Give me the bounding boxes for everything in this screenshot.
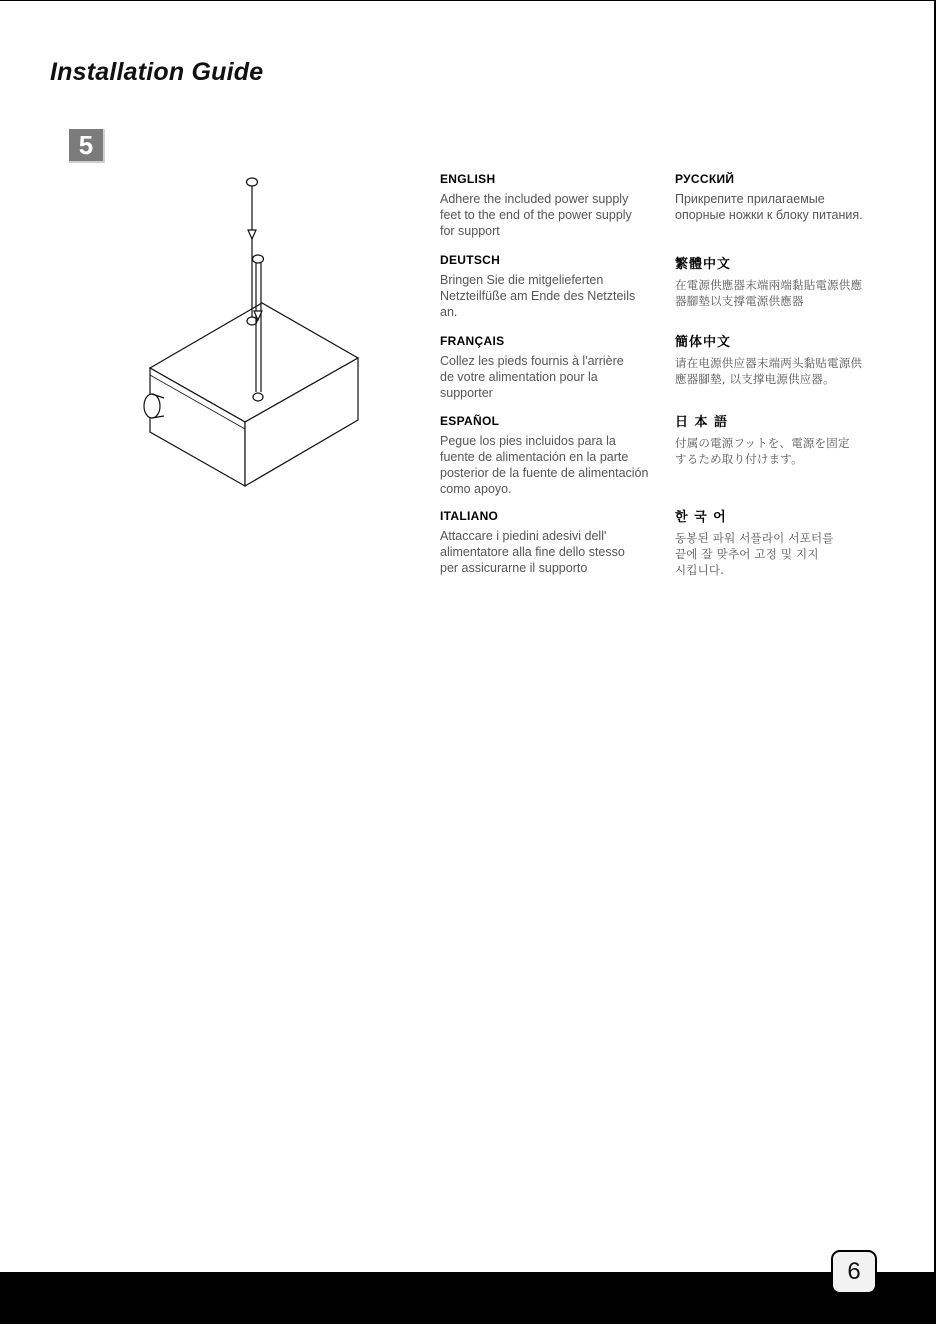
lang-section-espanol	[440, 414, 670, 497]
lang-text: Прикрепите прилагаемые опорные ножки к блоку питания.	[675, 192, 863, 222]
lang-text: 付属の電源フットを、電源を固定 するため取り付けます。	[675, 436, 850, 466]
page-title: Installation Guide	[50, 58, 264, 86]
lang-text: Bringen Sie die mitgelieferten Netzteilfüße am Ende des Netzteils an.	[440, 273, 636, 319]
lang-heading: 한 국 어	[675, 510, 727, 525]
lang-heading: DEUTSCH	[440, 253, 501, 267]
page-number: 6	[831, 1250, 877, 1294]
lang-text: 동봉된 파워 서플라이 서포터를 끝에 잘 맞추어 고정 및 지지 시킵니다.	[675, 531, 834, 577]
arrow-down-icon-1	[248, 230, 256, 239]
lang-section-deutsch	[440, 253, 675, 320]
lang-text: 请在电源供应器末端两头黏贴電源供 應器腳墊, 以支撑电源供应器。	[675, 356, 863, 386]
lang-section-traditional-chinese	[675, 253, 890, 309]
lang-section-japanese	[675, 411, 890, 467]
lang-text: Attaccare i piedini adesivi dell' alimentatore alla fine dello stesso per assicurarne il supporto	[440, 529, 625, 575]
lang-heading: 日 本 語	[675, 415, 729, 430]
lang-heading: ESPAÑOL	[440, 414, 500, 428]
lang-text: 在電源供應器末端兩端黏貼電源供應 器腳墊以支撐電源供應器	[675, 278, 863, 308]
lang-section-francais	[440, 334, 675, 401]
support-foot-1	[247, 178, 258, 186]
power-supply-feet-diagram	[130, 170, 370, 500]
step-number-badge: 5	[69, 129, 105, 163]
lang-text: Pegue los pies incluidos para la fuente de alimentación en la parte posterior de la fuente de alimentación como apoyo.	[440, 434, 649, 496]
lang-section-russian	[675, 172, 890, 223]
lang-text: Collez les pieds fournis à l'arrière de votre alimentation pour la supporter	[440, 354, 624, 400]
psu-connector	[144, 394, 160, 418]
lang-section-korean	[675, 506, 890, 578]
lang-section-english	[440, 172, 675, 239]
lang-heading: 繁體中文	[675, 257, 732, 272]
lang-heading: FRANÇAIS	[440, 334, 505, 348]
lang-heading: ITALIANO	[440, 509, 499, 523]
lang-heading: 簡体中文	[675, 335, 732, 350]
lang-text: Adhere the included power supply feet to the end of the power supply for support	[440, 192, 632, 238]
lang-heading: РУССКИЙ	[675, 172, 735, 186]
support-foot-2	[253, 255, 264, 263]
lang-section-italiano	[440, 509, 675, 576]
lang-heading: ENGLISH	[440, 172, 496, 186]
footer-bar	[0, 1272, 936, 1324]
lang-section-simplified-chinese	[675, 331, 890, 387]
